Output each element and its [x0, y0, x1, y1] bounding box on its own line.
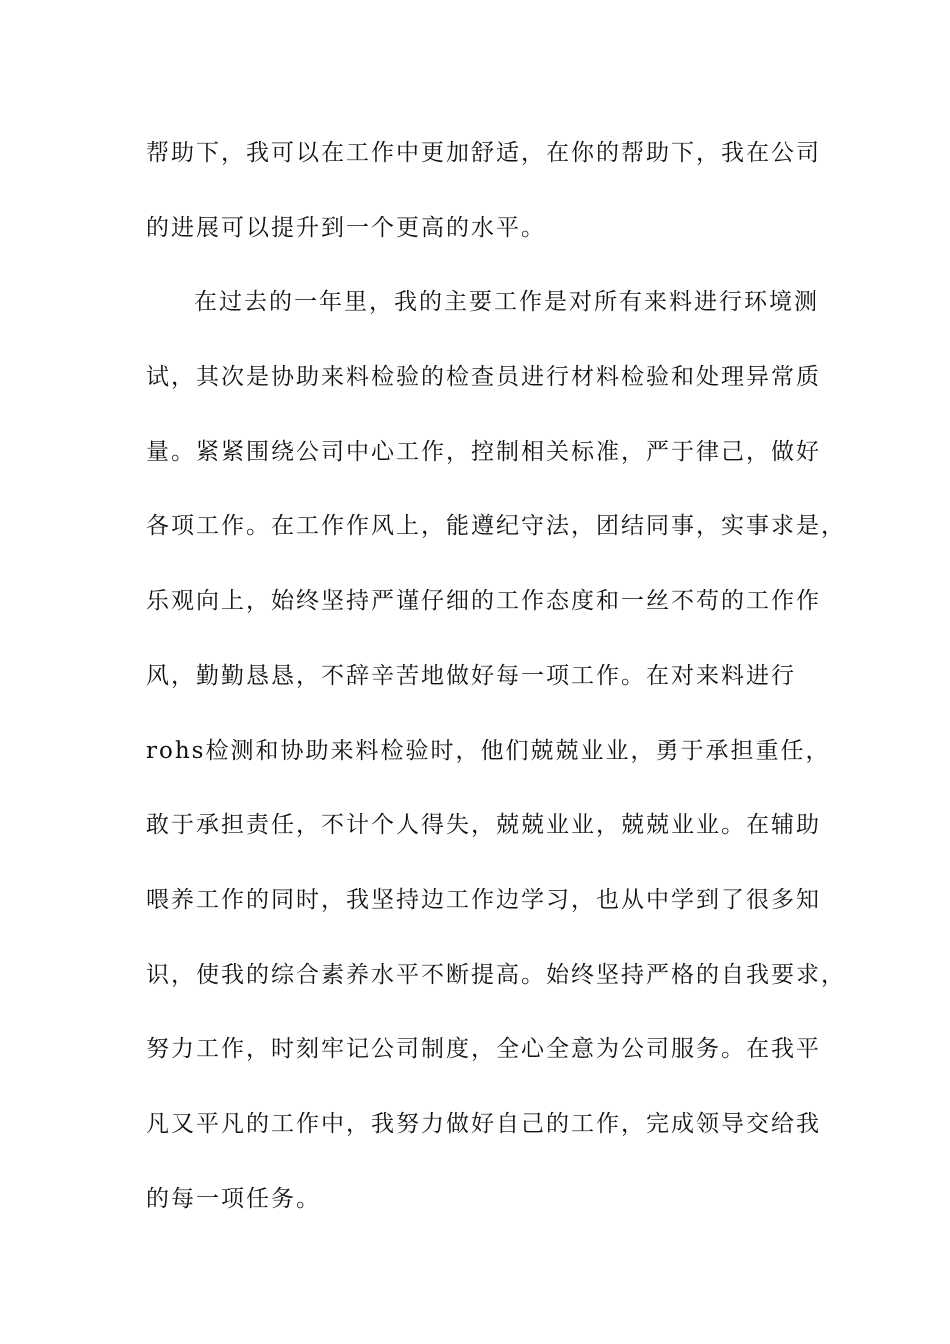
document-body [146, 133, 846, 1253]
text-line-5: 量。紧紧围绕公司中心工作，控制相关标准，严于律己，做好 [146, 438, 821, 465]
text-line-6: 各项工作。在工作作风上，能遵纪守法，团结同事，实事求是， [146, 513, 846, 540]
paragraph-start-line: 在过去的一年里，我的主要工作是对所有来料进行环境测 [194, 289, 819, 316]
text-line-4: 试，其次是协助来料检验的检查员进行材料检验和处理异常质 [146, 364, 821, 391]
text-line-1: 帮助下，我可以在工作中更加舒适，在你的帮助下，我在公司 [146, 140, 821, 166]
text-line-11: 喂养工作的同时，我坚持边工作边学习，也从中学到了很多知 [146, 886, 821, 913]
text-line-12: 识，使我的综合素养水平不断提高。始终坚持严格的自我要求， [146, 961, 846, 988]
text-line-9: rohs检测和协助来料检验时，他们兢兢业业，勇于承担重任， [146, 737, 831, 764]
text-line-2: 的进展可以提升到一个更高的水平。 [146, 214, 546, 241]
text-line-14: 凡又平凡的工作中，我努力做好自己的工作，完成领导交给我 [146, 1110, 821, 1137]
text-line-10: 敢于承担责任，不计个人得失，兢兢业业，兢兢业业。在辅助 [146, 812, 821, 839]
text-line-15: 的每一项任务。 [146, 1185, 321, 1212]
text-line-8: 风，勤勤恳恳，不辞辛苦地做好每一项工作。在对来料进行 [146, 662, 796, 689]
text-line-13: 努力工作，时刻牢记公司制度，全心全意为公司服务。在我平 [146, 1036, 821, 1063]
text-line-7: 乐观向上，始终坚持严谨仔细的工作态度和一丝不苟的工作作 [146, 588, 821, 615]
